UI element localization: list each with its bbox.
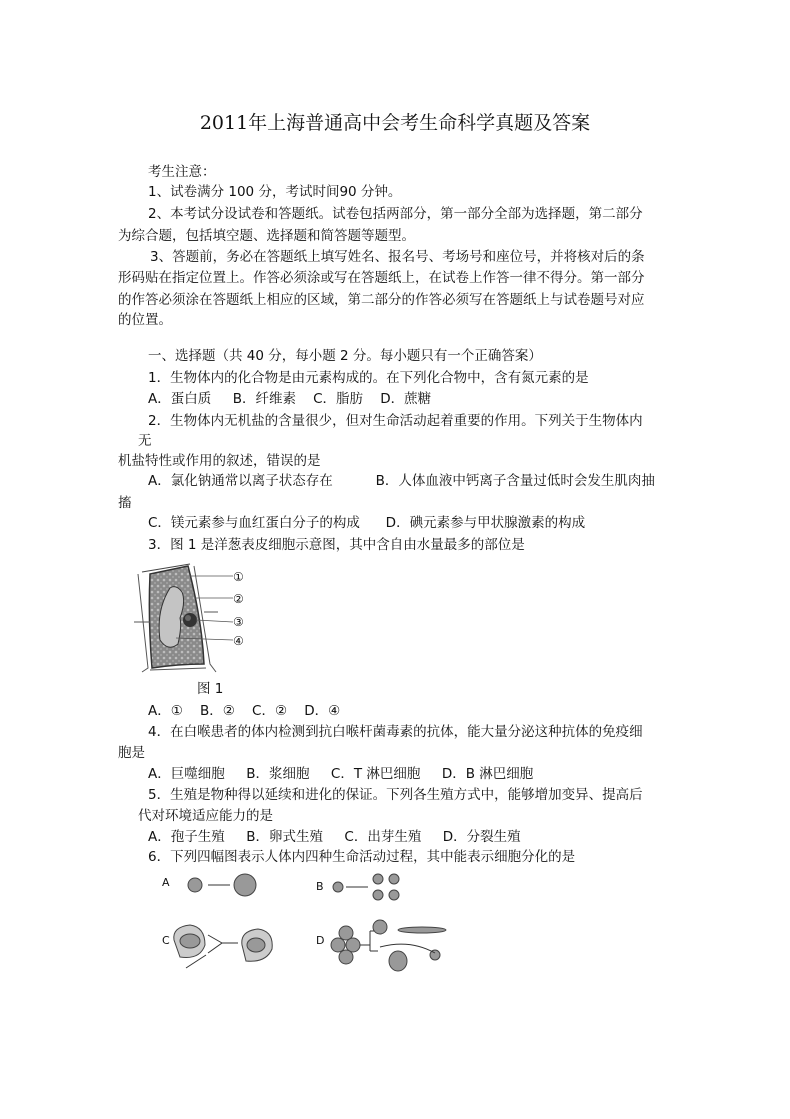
figure6-label-a: A [162, 876, 170, 889]
page-title: 2011年上海普通高中会考生命科学真题及答案 [199, 112, 591, 134]
question-options: 搐 [118, 495, 132, 511]
question-options: C．镁元素参与血红蛋白分子的构成 D．碘元素参与甲状腺激素的构成 [148, 515, 586, 531]
question-options: A．氯化钠通常以离子状态存在 B．人体血液中钙离子含量过低时会发生肌肉抽 [148, 473, 655, 489]
question-options: A．孢子生殖 B．卵式生殖 C．出芽生殖 D．分裂生殖 [148, 829, 521, 845]
figure1-label-3: ③ [233, 615, 244, 629]
figure1-caption: 图 1 [197, 681, 224, 697]
figure1-label-1: ① [233, 570, 244, 584]
section-heading: 一、选择题（共 40 分，每小题 2 分。每小题只有一个正确答案） [148, 348, 542, 364]
question-options: A．巨噬细胞 B．浆细胞 C．T 淋巴细胞 D．B 淋巴细胞 [148, 766, 534, 782]
question-text: 代对环境适应能力的是 [138, 808, 273, 824]
notice-line: 形码贴在指定位置上。作答必须涂或写在答题纸上，在试卷上作答一律不得分。第一部分 [118, 270, 645, 286]
cell-process-figure [150, 865, 460, 975]
question-options: A．① B．② C．② D．④ [148, 703, 341, 719]
figure1-label-2: ② [233, 592, 244, 606]
question-options: A．蛋白质 B．纤维素 C．脂肪 D．蔗糖 [148, 391, 432, 407]
question-text: 1．生物体内的化合物是由元素构成的。在下列化合物中，含有氮元素的是 [148, 370, 589, 386]
notice-line: 为综合题，包括填空题、选择题和简答题等题型。 [118, 228, 415, 244]
question-text: 6．下列四幅图表示人体内四种生命活动过程，其中能表示细胞分化的是 [148, 849, 576, 865]
notice-line: 的位置。 [118, 312, 172, 328]
question-text: 5．生殖是物种得以延续和进化的保证。下列各生殖方式中，能够增加变异、提高后 [148, 787, 643, 803]
question-text: 无 [138, 433, 152, 449]
notice-line: 2、本考试分设试卷和答题纸。试卷包括两部分，第一部分全部为选择题，第二部分 [148, 206, 643, 222]
figure1-label-4: ④ [233, 634, 244, 648]
notice-line: 3、答题前，务必在答题纸上填写姓名、报名号、考场号和座位号，并将核对后的条 [150, 249, 645, 265]
notice-line: 1、试卷满分 100 分，考试时间90 分钟。 [148, 184, 402, 200]
question-text: 2．生物体内无机盐的含量很少，但对生命活动起着重要的作用。下列关于生物体内 [148, 413, 643, 429]
figure6-label-b: B [316, 880, 324, 893]
question-text: 4．在白喉患者的体内检测到抗白喉杆菌毒素的抗体，能大量分泌这种抗体的免疫细 [148, 724, 643, 740]
question-text: 机盐特性或作用的叙述，错误的是 [118, 453, 321, 469]
notice-line: 的作答必须涂在答题纸上相应的区域，第二部分的作答必须写在答题纸上与试卷题号对应 [118, 292, 645, 308]
figure6-label-c: C [162, 934, 170, 947]
notice-heading: 考生注意： [148, 164, 216, 180]
onion-cell-figure [120, 560, 270, 680]
figure6-label-d: D [316, 934, 325, 947]
question-text: 3．图 1 是洋葱表皮细胞示意图，其中含自由水量最多的部位是 [148, 537, 525, 553]
question-text: 胞是 [118, 745, 145, 761]
